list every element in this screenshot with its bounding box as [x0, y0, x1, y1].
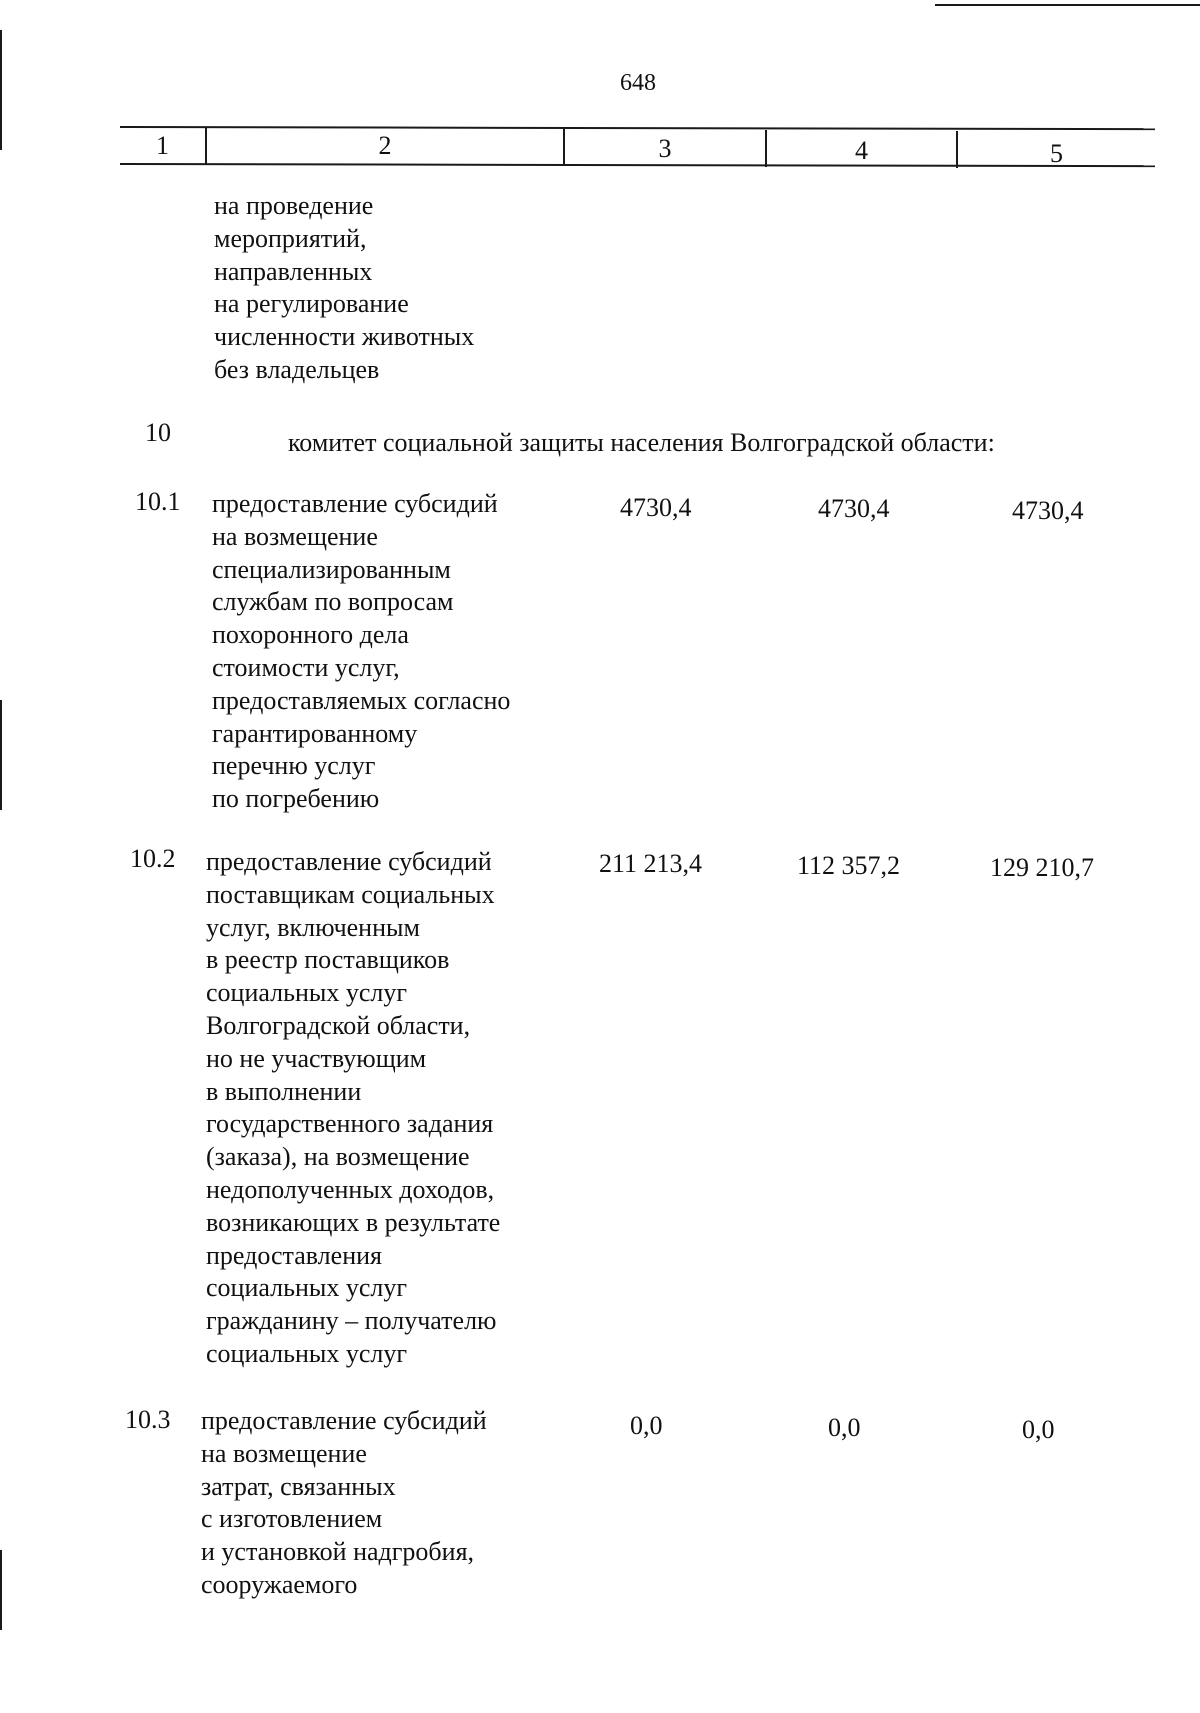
- scan-edge-line: [935, 4, 1200, 6]
- section-title: комитет социальной защиты населения Волгоградской области:: [288, 428, 995, 457]
- row-description: предоставление субсидий на возмещение специализированным службам по вопросам похоронного дела стоимости услуг, предоставляемых согласно гарантированному перечню услуг по погребению: [212, 489, 511, 814]
- row-number: 10.3: [125, 1405, 171, 1434]
- row-value-col4: 4730,4: [818, 494, 890, 523]
- row-value-col4: 112 357,2: [797, 851, 901, 880]
- row-value-col5: 0,0: [1022, 1415, 1055, 1444]
- row-value-col5: 129 210,7: [990, 853, 1094, 882]
- row-value-col4: 0,0: [828, 1413, 861, 1442]
- row-description: предоставление субсидий на возмещение затрат, связанных с изготовлением и установкой надгробия, сооружаемого: [201, 1406, 487, 1599]
- row-description: предоставление субсидий поставщикам социальных услуг, включенным в реестр поставщиков социальных услуг Волгоградской области, но не участвующим в выполнении государственного задания (заказа), на возмещение недополученных доходов, возникающих в результате предоставления социальных услуг гражданину – получателю социальных услуг: [206, 847, 501, 1368]
- column-header-2: 2: [378, 131, 392, 160]
- row-value-col3: 211 213,4: [599, 849, 703, 878]
- column-header-3: 3: [658, 134, 672, 163]
- scan-margin-mark: [0, 700, 2, 810]
- section-number: 10: [145, 418, 171, 447]
- scan-margin-mark: [0, 30, 2, 150]
- row-value-col5: 4730,4: [1012, 496, 1084, 525]
- continuation-text: на проведение мероприятий, направленных на регулирование численности животных без владельцев: [214, 191, 475, 384]
- column-header-1: 1: [156, 131, 169, 160]
- header-top-rule: [120, 126, 1155, 130]
- row-number: 10.1: [135, 487, 181, 516]
- column-header-5: 5: [1050, 139, 1063, 168]
- column-header-4: 4: [855, 136, 868, 165]
- scan-margin-mark: [0, 1550, 2, 1630]
- row-value-col3: 0,0: [630, 1411, 663, 1440]
- page-number: 648: [620, 70, 656, 96]
- row-number: 10.2: [130, 844, 176, 873]
- row-value-col3: 4730,4: [620, 493, 692, 522]
